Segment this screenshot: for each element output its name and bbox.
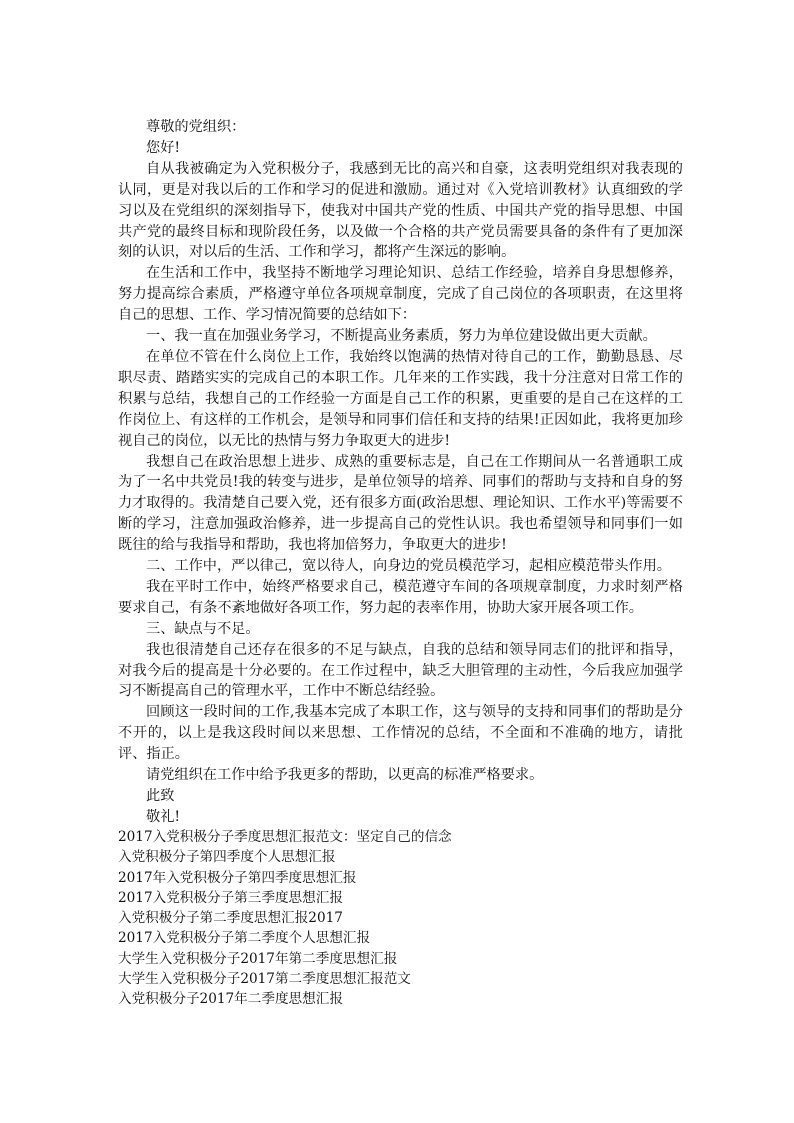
section-heading-one: 一、我一直在加强业务学习，不断提高业务素质，努力为单位建设做出更大贡献。 xyxy=(146,328,657,345)
related-link[interactable]: 大学生入党积极分子2017年第二季度思想汇报 xyxy=(118,950,398,967)
paragraph-self-discipline: 我在平时工作中，始终严格要求自己，模范遵守车间的各项规章制度，力求时刻严格要求自己，有条不紊地做好各项工作，努力起的表率作用，协助大家开展各项工作。 xyxy=(118,578,683,616)
related-link[interactable]: 入党积极分子第二季度思想汇报2017 xyxy=(118,910,343,927)
paragraph-request: 请党组织在工作中给予我更多的帮助，以更高的标准严格要求。 xyxy=(146,767,544,784)
paragraph-shortcomings: 我也很清楚自己还存在很多的不足与缺点，自我的总结和领导同志们的批评和指导，对我今后的提高是十分必要的。在工作过程中，缺乏大胆管理的主动性，今后我应加强学习不断提高自己的管理水平，工作中不断总结经验。 xyxy=(118,641,683,700)
related-links-list xyxy=(118,827,718,1010)
salutation: 尊敬的党组织： xyxy=(146,119,246,135)
paragraph-review: 回顾这一段时间的工作,我基本完成了本职工作，这与领导的支持和同事们的帮助是分不开的，以上是我这段时间以来思想、工作情况的总结，不全面和不准确的地方，请批评、指正。 xyxy=(118,704,683,763)
greeting: 您好! xyxy=(146,139,181,156)
closing-ci-zhi: 此致 xyxy=(146,788,175,804)
letter-body xyxy=(118,117,683,828)
section-heading-two: 二、工作中，严以律己，宽以待人，向身边的党员模范学习，起相应模范带头作用。 xyxy=(146,558,671,575)
section-heading-three: 三、缺点与不足。 xyxy=(146,620,260,637)
related-link[interactable]: 2017入党积极分子季度思想汇报范文：坚定自己的信念 xyxy=(118,829,452,845)
related-link[interactable]: 大学生入党积极分子2017第二季度思想汇报范文 xyxy=(118,971,411,988)
related-link[interactable]: 2017年入党积极分子第四季度思想汇报 xyxy=(118,869,357,886)
related-link[interactable]: 2017入党积极分子第三季度思想汇报 xyxy=(118,889,343,906)
paragraph-work-experience: 在单位不管在什么岗位上工作，我始终以饱满的热情对待自己的工作，勤勤恳恳、尽职尽责、踏踏实实的完成自己的本职工作。几年来的工作实践，我十分注意对日常工作的积累与总结，我想自己的工作经验一方面是自己工作的积累，更重要的是自己在这样的工作岗位上、有这样的工作机会，是领导和同事们信任和支持的结果!正因如此，我将更加珍视自己的岗位，以无比的热情与努力争取更大的进步! xyxy=(118,348,683,449)
paragraph-intro: 自从我被确定为入党积极分子，我感到无比的高兴和自豪，这表明党组织对我表现的认同，更是对我以后的工作和学习的促进和激励。通过对《入党培训教材》认真细致的学习以及在党组织的深刻指导下，使我对中国共产党的性质、中国共产党的指导思想、中国共产党的最终目标和现阶段任务，以及做一个合格的共产党员需要具备的条件有了更加深刻的认识，对以后的生活、工作和学习，都将产生深远的影响。 xyxy=(118,160,683,261)
related-link[interactable]: 入党积极分子2017年二季度思想汇报 xyxy=(118,991,343,1008)
paragraph-political-progress: 我想自己在政治思想上进步、成熟的重要标志是，自己在工作期间从一名普通职工成为了一名中共党员!我的转变与进步，是单位领导的培养、同事们的帮助与支持和自身的努力才取得的。我清楚自己要入党，还有很多方面(政治思想、理论知识、工作水平)等需要不断的学习，注意加强政治修养，进一步提高自己的党性认识。我也希望领导和同事们一如既往的给与我指导和帮助，我也将加倍努力，争取更大的进步! xyxy=(118,453,683,554)
paragraph-summary: 在生活和工作中，我坚持不断地学习理论知识、总结工作经验，培养自身思想修养，努力提高综合素质，严格遵守单位各项规章制度，完成了自己岗位的各项职责，在这里将自己的思想、工作、学习情况简要的总结如下： xyxy=(118,265,683,324)
closing-jing-li: 敬礼! xyxy=(146,808,181,825)
related-link[interactable]: 2017入党积极分子第二季度个人思想汇报 xyxy=(118,930,371,947)
related-link[interactable]: 入党积极分子第四季度个人思想汇报 xyxy=(118,849,336,866)
